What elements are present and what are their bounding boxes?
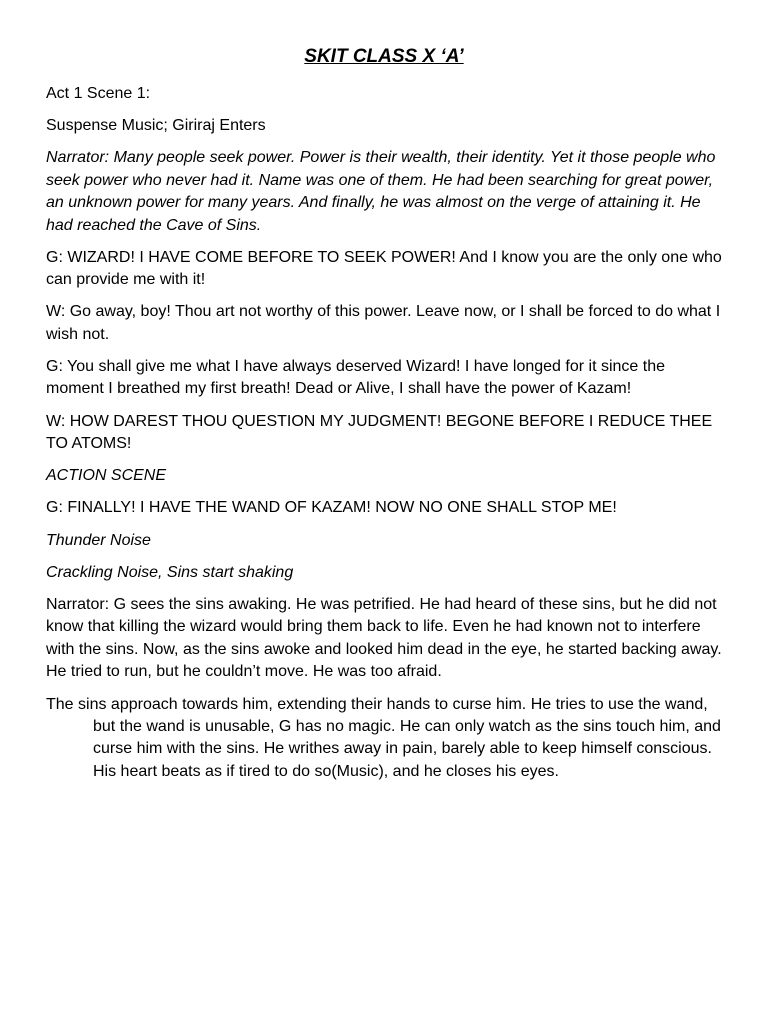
script-paragraph: W: HOW DAREST THOU QUESTION MY JUDGMENT! BEGONE BEFORE I REDUCE THEE TO ATOMS! bbox=[46, 412, 713, 453]
script-paragraph: G: FINALLY! I HAVE THE WAND OF KAZAM! NOW NO ONE SHALL STOP ME! bbox=[46, 499, 617, 517]
script-paragraph: Suspense Music; Giriraj Enters bbox=[46, 117, 266, 135]
script-paragraph: G: WIZARD! I HAVE COME BEFORE TO SEEK POWER! And I know you are the only one who can provide me with it! bbox=[46, 248, 722, 289]
script-paragraph: G: You shall give me what I have always deserved Wizard! I have longed for it since the moment I breathed my first breath! Dead or Alive, I shall have the power of Kazam! bbox=[46, 358, 665, 398]
document-body bbox=[46, 83, 722, 783]
script-paragraph: ACTION SCENE bbox=[46, 467, 167, 485]
script-paragraph: Narrator: G sees the sins awaking. He was petrified. He had heard of these sins, but he did not know that killing the wizard would bring them back to life. Even he had known not to interfere with the sins. Now, as the sins awoke and looked him dead in the eye, he started backing away. He tried to run, but he couldn’t move. He was too afraid. bbox=[46, 596, 722, 681]
document-title: SKIT CLASS X ‘A’ bbox=[304, 46, 464, 67]
script-paragraph: Narrator: Many people seek power. Power is their wealth, their identity. Yet it those people who seek power who never had it. Name was one of them. He had been searching for great power, an unknown power for many years. And finally, he was almost on the verge of attaining it. He had reached the Cave of Sins. bbox=[46, 149, 716, 234]
script-paragraph: Crackling Noise, Sins start shaking bbox=[46, 563, 294, 581]
script-paragraph: W: Go away, boy! Thou art not worthy of this power. Leave now, or I shall be forced to do what I wish not. bbox=[46, 303, 721, 343]
script-paragraph: Thunder Noise bbox=[46, 531, 151, 549]
script-paragraph: Act 1 Scene 1: bbox=[46, 85, 151, 102]
script-paragraph: The sins approach towards him, extending their hands to curse him. He tries to use the wand, but the wand is unusable, G has no magic. He can only watch as the sins touch him, and curse him with the sins. He writhes away in pain, barely able to keep himself conscious. His heart beats as if tired to do so(Music), and he closes his eyes. bbox=[46, 695, 721, 780]
